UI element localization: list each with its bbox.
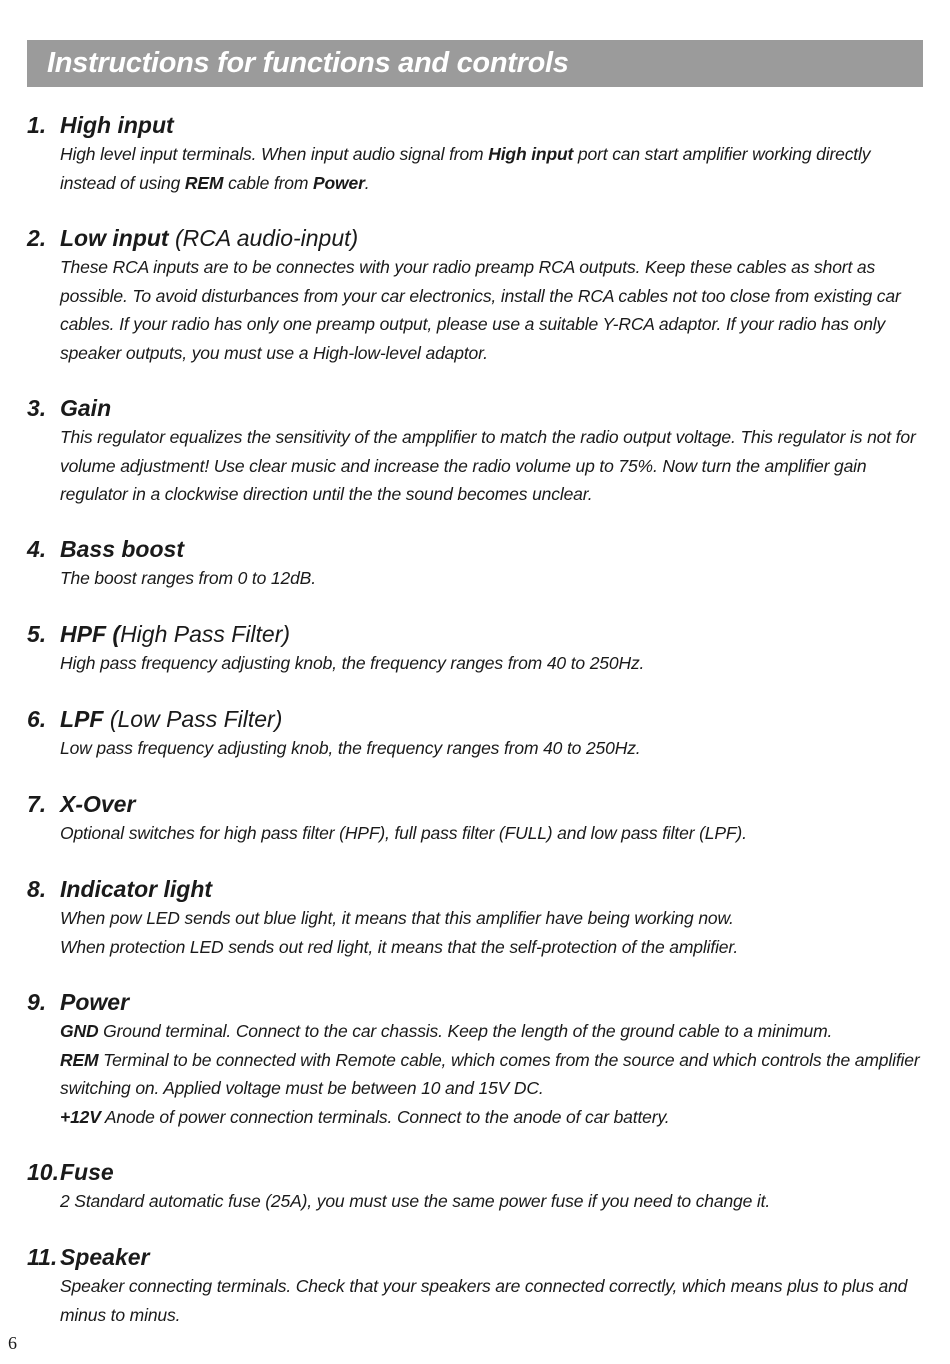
section-number: 4.: [27, 536, 47, 562]
page-header-bar: [27, 40, 923, 87]
section-title: HPF (High Pass Filter): [60, 621, 291, 647]
section-heading: [27, 619, 922, 649]
section-body: [60, 1017, 922, 1131]
section-body: Speaker connecting terminals. Check that your speakers are connected correctly, which means plus to plus and minus to minus.: [60, 1276, 908, 1325]
section-gain: [27, 393, 922, 509]
section-title: Indicator light: [60, 876, 213, 902]
section-heading: [27, 987, 922, 1017]
section-heading: [27, 393, 922, 423]
section-body: The boost ranges from 0 to 12dB.: [60, 568, 316, 588]
section-body: Optional switches for high pass filter (HPF), full pass filter (FULL) and low pass filter (LPF).: [60, 823, 747, 843]
section-title: Fuse: [60, 1159, 114, 1185]
power-12v-line: +12V Anode of power connection terminals. Connect to the anode of car battery.: [60, 1106, 670, 1127]
section-heading: [27, 874, 922, 904]
indicator-line-blue: When pow LED sends out blue light, it means that this amplifier have being working now.: [60, 908, 734, 928]
page-number: 6: [8, 1333, 17, 1353]
section-high-input: [27, 110, 922, 197]
section-body: High level input terminals. When input audio signal from High input port can start amplifier working directly instead of using REM cable from Power.: [60, 144, 871, 193]
section-heading: [27, 789, 922, 819]
section-heading: [27, 1242, 922, 1272]
section-number: 3.: [27, 395, 47, 421]
section-title: High input: [60, 112, 174, 138]
section-title: Bass boost: [60, 536, 184, 562]
section-body: These RCA inputs are to be connectes with your radio preamp RCA outputs. Keep these cables as short as possible. To avoid disturbances from your car electronics, install the RCA cables not too close from existing car cables. If your radio has only one preamp output, please use a suitable Y-RCA adaptor. If your radio has only speaker outputs, you must use a High-low-level adaptor.: [60, 257, 901, 363]
section-title: Speaker: [60, 1244, 150, 1270]
section-power: [27, 987, 922, 1131]
section-title: X-Over: [60, 791, 136, 817]
indicator-line-red: When protection LED sends out red light, it means that the self-protection of the amplifier.: [60, 936, 739, 957]
section-speaker: [27, 1242, 922, 1329]
section-fuse: [27, 1157, 922, 1216]
section-title: Gain: [60, 395, 112, 421]
section-body: 2 Standard automatic fuse (25A), you must use the same power fuse if you need to change it.: [60, 1191, 771, 1211]
section-number: 5.: [27, 621, 47, 647]
section-title: Power: [60, 989, 130, 1015]
section-number: 6.: [27, 706, 47, 732]
power-rem-line: REM Terminal to be connected with Remote cable, which comes from the source and which controls the amplifier switching on. Applied voltage must be between 10 and 15V DC.: [60, 1049, 920, 1098]
section-bass-boost: [27, 534, 922, 593]
section-number: 2.: [27, 225, 47, 251]
section-heading: [27, 1157, 922, 1187]
section-x-over: [27, 789, 922, 848]
section-heading: [27, 534, 922, 564]
section-title: LPF (Low Pass Filter): [60, 706, 283, 732]
page-title: Instructions for functions and controls: [47, 47, 569, 79]
section-body: This regulator equalizes the sensitivity of the ampplifier to match the radio output voltage. This regulator is not for volume adjustment! Use clear music and increase the radio volume up to 75%. Now turn the amplifier gain regulator in a clockwise direction until the the sound becomes unclear.: [60, 427, 916, 504]
section-low-input: [27, 223, 922, 367]
section-number: 7.: [27, 791, 47, 817]
section-indicator-light: [27, 874, 922, 961]
section-body: Low pass frequency adjusting knob, the frequency ranges from 40 to 250Hz.: [60, 738, 641, 758]
section-heading: [27, 223, 922, 253]
section-body: High pass frequency adjusting knob, the frequency ranges from 40 to 250Hz.: [60, 653, 645, 673]
section-lpf: [27, 704, 922, 763]
section-heading: [27, 110, 922, 140]
power-gnd-line: GND Ground terminal. Connect to the car chassis. Keep the length of the ground cable to a minimum.: [60, 1021, 833, 1041]
section-number: 8.: [27, 876, 47, 902]
section-number: 1.: [27, 112, 47, 138]
section-number: 10.: [27, 1159, 59, 1185]
section-body: [60, 904, 922, 961]
section-heading: [27, 704, 922, 734]
section-number: 11.: [27, 1244, 58, 1270]
section-hpf: [27, 619, 922, 678]
section-title: Low input (RCA audio-input): [60, 225, 359, 251]
section-number: 9.: [27, 989, 47, 1015]
